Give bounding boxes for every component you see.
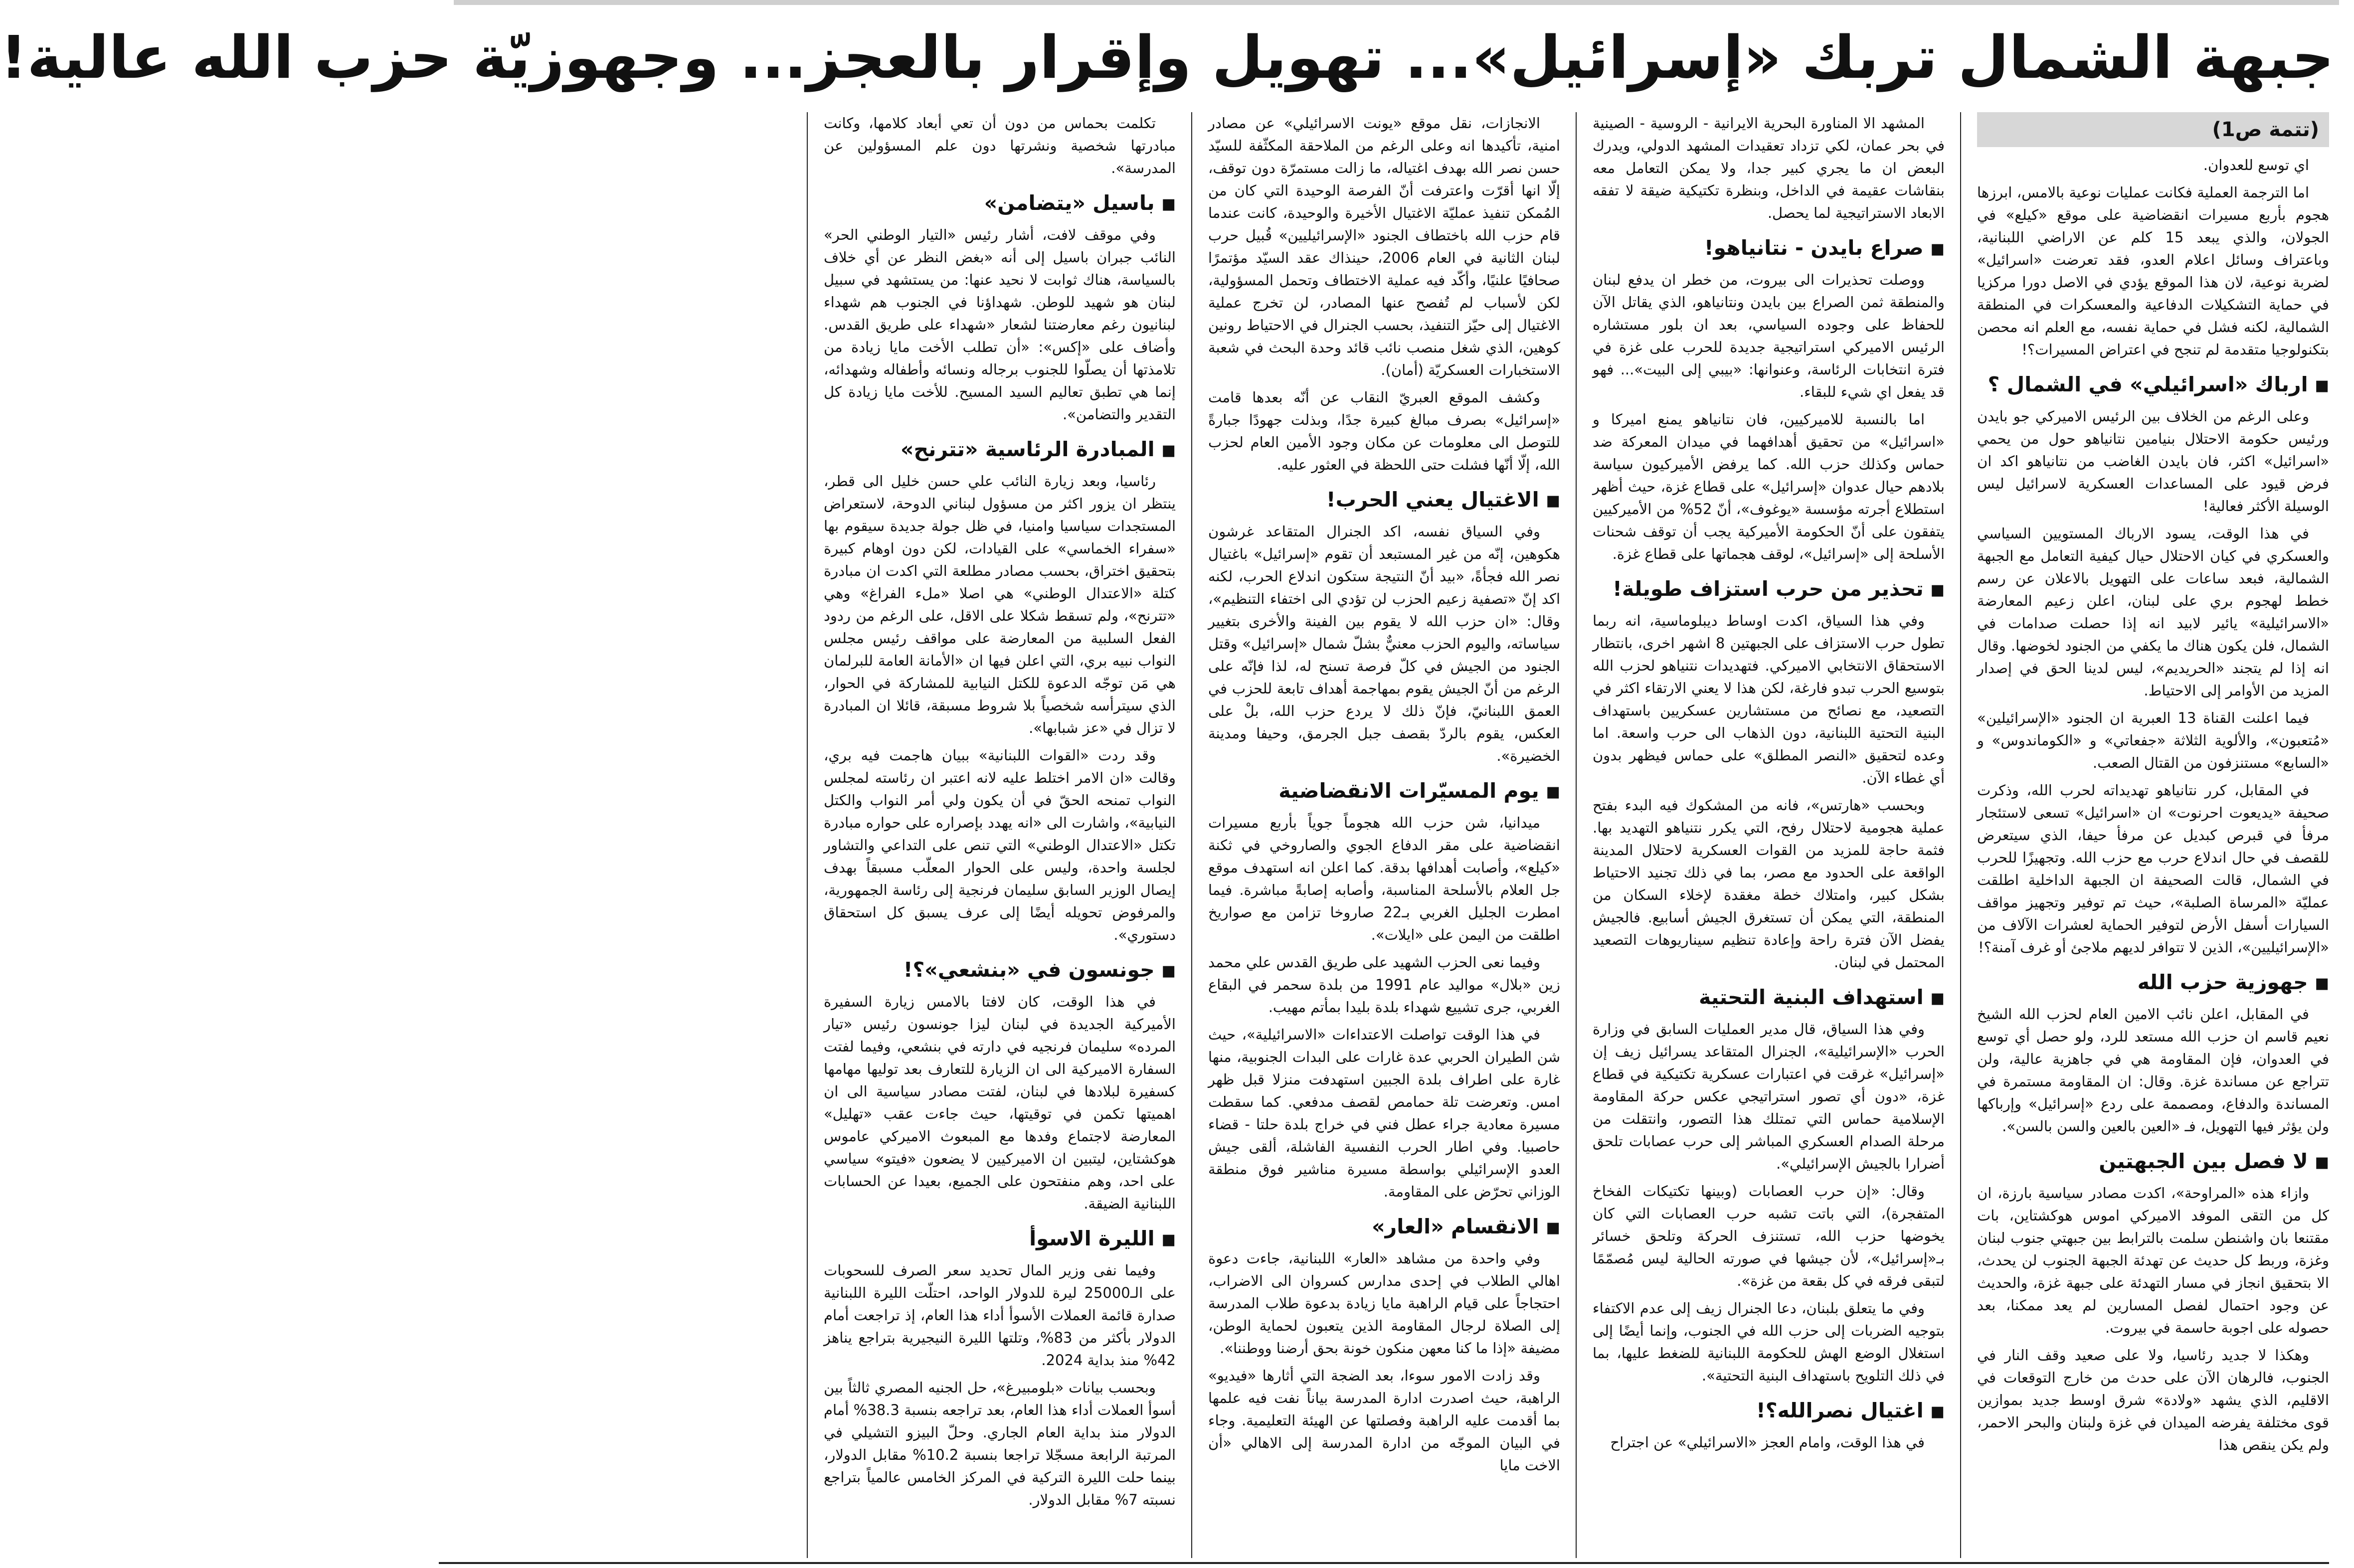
paragraph: وفي موقف لافت، أشار رئيس «التيار الوطني الحر» النائب جبران باسيل إلى أنه «بغض النظر عن أي خلاف بالسياسة، هناك ثوابت لا نحيد عنها: من يستشهد في سبيل لبنان هو شهيد للوطن. شهداؤنا في الجنوب هم شهداء لبنانيون رغم معارضتنا لشعار «شهداء على طريق القدس. وأضاف على «إكس»: «أن تطلب الأخت مايا زيادة من تلامذتها أن يصلّوا للجنوب برجاله ونسائه وأطفاله وشهدائه، إنما هي تطبق تعاليم السيد المسيح. للأخت مايا زيادة كل التقدير والتضامن». [824, 226, 1176, 423]
subheading [824, 1224, 1176, 1254]
paragraph: وهكذا لا جديد رئاسيا، ولا على صعيد وقف النار في الجنوب، فالرهان الآن على حدث من خارج التوقعات في الاقليم، الذي يشهد «ولادة» شرق اوسط جديد بموازين قوى مختلفة يفرضه الميدان في غزة ولبنان والبحر الاحمر، ولم يكن ينقص هذا [1977, 1347, 2329, 1453]
square-bullet-icon: ■ [1930, 1403, 1945, 1420]
subheading-text: يوم المسيّرات الانقضاضية [1278, 779, 1539, 803]
subheading-text: جونسون في «بنشعي»؟! [903, 958, 1155, 982]
paragraph: وفي السياق نفسه، اكد الجنرال المتقاعد غرشون هكوهين، إنّه من غير المستبعد أن تقوم «إسرائيل» باغتيال نصر الله فجأةً، «بيد أنّ النتيجة ستكون اندلاع الحرب، لكنه اكد إنّ «تصفية زعيم الحزب لن تؤدي الى اختفاء التنظيم»، وقال: «ان حزب الله لا يقوم بين الفينة والأخرى بتغيير سياساته، واليوم الحزب معنيٌّ بشلّ شمال «إسرائيل» وقتل الجنود من الجيش في كلّ فرصة تسنح له، لذا فإنّه على الرغم من أنّ الجيش يقوم بمهاجمة أهداف تابعة للحزب في العمق اللبنانيّ، فإنّ ذلك لا يردع حزب الله، بلْ على العكس، يقوم بالردّ بقصف جبل الجرمق، وحيفا ومدينة الخضيرة». [1208, 523, 1560, 764]
column-3 [1208, 112, 1560, 1558]
subheading-text: باسيل «يتضامن» [984, 191, 1155, 215]
top-rule [454, 0, 2339, 5]
column-4 [824, 112, 1176, 1558]
paragraph: فيما اعلنت القناة 13 العبرية ان الجنود «الإسرائيلين» «مُتعبون»، والألوية الثلاثة «جفعاتي» و «الكوماندوس» و «السابع» مستنزفون من القتال الصعب. [1977, 709, 2329, 771]
continued-label: (تتمة ص1) [1977, 112, 2329, 147]
paragraph: تكلمت بحماس من دون أن تعي أبعاد كلامها، وكانت مبادرتها شخصية ونشرتها دون علم المسؤولين عن المدرسة». [824, 115, 1176, 176]
square-bullet-icon: ■ [1161, 1231, 1176, 1248]
subheading [1208, 485, 1560, 516]
subheading [824, 188, 1176, 219]
paragraph: في هذا الوقت تواصلت الاعتداءات «الاسرائيلية»، حيث شن الطيران الحربي عدة غارات على البدات الجنوبية، منها غارة على اطراف بلدة الجبين استهدفت منزلا قبل ظهر امس. وتعرضت تلة حمامص لقصف مدفعي. كما سقطت مسيرة معادية جراء عطل فني في خراج بلدة حلتا - قضاء حاصبيا. وفي اطار الحرب النفسية الفاشلة، ألقى جيش العدو الإسرائيلي بواسطة مسيرة مناشير فوق منطقة الوزاني تحرّض على المقاومة. [1208, 1026, 1560, 1200]
subheading [1208, 776, 1560, 807]
paragraph: في المقابل، كرر نتانياهو تهديداته لحرب الله، وذكرت صحيفة «يديعوت احرنوت» ان «اسرائيل» تسعى لاستئجار مرفأ في قبرص كبديل عن مرفأ حيفا، الذي سيتعرض للقصف في حال اندلاع حرب مع حزب الله. وتجهيزًا للحرب في الشمال، قالت الصحيفة ان الجبهة الداخلية اطلقت عمليّة «المرساة الصلبة»، حيث تم توفير وتجهيز مواقف السيارات أسفل الأرض لتوفير الحماية لعشرات الآلاف من «الإسرائيليين»، الذين لا تتوافر لديهم ملاجئ أو غرف آمنة؟! [1977, 782, 2329, 956]
square-bullet-icon: ■ [2315, 975, 2329, 992]
paragraph: الانجازات، نقل موقع «يونت الاسرائيلي» عن مصادر امنية، تأكيدها انه وعلى الرغم من الملاحقة المكثّفة للسيّد حسن نصر الله بهدف اغتياله، ما زالت مستمرّة دون توقف، إلّا انها أقرّت واعترفت أنّ الفرصة الوحيدة التي كان من المُمكن تنفيذ عمليّة الاغتيال الأخيرة والوحيدة، كانت عندما قام حزب الله باختطاف الجنود «الإسرائيليين» قُبيل حرب لبنان الثانية في العام 2006، حينذاك عقد السيّد مؤتمرًا صحافيًا علنيًا، وأكّد فيه عملية الاختطاف وتحمل المسؤولية، لكن لأسباب لم تُفصح عنها المصادر، لن تخرج عملية الاغتيال إلى حيّز التنفيذ، بحسب الجنرال في الاحتياط رونين كوهين، الذي شغل منصب نائب قائد وحدة البحث في شعبة الاستخبارات العسكريّة (أمان). [1208, 115, 1560, 378]
paragraph: اما الترجمة العملية فكانت عمليات نوعية بالامس، ابرزها هجوم بأربع مسيرات انقضاضية على موقع «كيلع» في الجولان، والذي يبعد 15 كلم عن الاراضي اللبنانية، وباعتراف وسائل اعلام العدو، فقد تعرضت «اسرائيل» لضربة نوعية، لان هذا الموقع يؤدي في الاصل دورا مركزيا في حماية التشكيلات الدفاعية والمعسكرات في المنطقة الشمالية، لكنه فشل في حماية نفسه، مع العلم انه محصن بتكنولوجيا متقدمة لم تنجح في اعتراض المسيرات؟! [1977, 184, 2329, 358]
square-bullet-icon: ■ [1930, 581, 1945, 599]
subheading [824, 955, 1176, 986]
subheading-text: ارباك «اسرائيلي» في الشمال ؟ [1988, 372, 2308, 396]
column-1 [1977, 112, 2329, 1558]
subheading-text: اغتيال نصرالله؟! [1756, 1398, 1924, 1422]
subheading [1593, 233, 1945, 264]
paragraph: في هذا الوقت، يسود الارباك المستويين السياسي والعسكري في كيان الاحتلال حيال كيفية التعامل مع الجبهة الشمالية، فبعد ساعات على التهويل بالاعلان عن رسم خطط لهجوم بري على لبنان، اعلن زعيم المعارضة «الاسرائيلية» يائير لابيد انه إذا حصلت صدامات في الشمال، فلن يكون هناك ما يكفي من الجنود لخوضها. وقال انه إذا لم يتجند «الحريديم»، ليس لدينا الحق في إصدار المزيد من الأوامر إلى الاحتياط. [1977, 525, 2329, 699]
paragraph: ميدانيا، شن حزب الله هجوماً جوياً بأربع مسيرات انقضاضية على مقر الدفاع الجوي والصاروخي في ثكنة «كيلع»، وأصابت أهدافها بدقة. كما اعلن انه استهدف موقع جل العلام بالأسلحة المناسبة، وأصابه إصابةً مباشرة. فيما امطرت الجليل الغربي بـ22 صاروخا تزامن مع صواريخ اطلقت من اليمن على «ايلات». [1208, 814, 1560, 943]
paragraph: وقال: «إن حرب العصابات (وبينها تكتيكات الفخاخ المتفجرة)، التي باتت تشبه حرب العصابات التي كان يخوضها حزب الله، تستنزف الحركة وتلحق خسائر بـ«إسرائيل»، لأن جيشها في صورته الحالية ليس مُصمّمًا لتبقى فرقه في كل بقعة من غزة». [1593, 1183, 1945, 1289]
subheading-text: جهوزية حزب الله [2137, 970, 2308, 994]
column-2 [1593, 112, 1945, 1558]
subheading [1977, 1147, 2329, 1177]
square-bullet-icon: ■ [1546, 492, 1560, 510]
paragraph: وفيما نفى وزير المال تحديد سعر الصرف للسحوبات على الـ25000 ليرة للدولار الواحد، احتلّت الليرة اللبنانية صدارة قائمة العملات الأسوأ أداء هذا العام، إذ تراجعت أمام الدولار بأكثر من 83%، وتلتها الليرة النيجيرية بتراجع يناهز 42% منذ بداية 2024. [824, 1262, 1176, 1369]
square-bullet-icon: ■ [1161, 442, 1176, 459]
column-rule [1960, 112, 1961, 1558]
subheading-text: الاغتيال يعني الحرب! [1326, 488, 1539, 512]
subheading-text: المبادرة الرئاسية «تترنح» [900, 437, 1155, 461]
paragraph: وازاء هذه «المراوحة»، اكدت مصادر سياسية بارزة، ان كل من التقى الموفد الاميركي اموس هوكشتاين، بات مقتنعا بان واشنطن سلمت بالترابط بين جبهتي جنوب لبنان وغزة، وربط كل حديث عن تهدئة الجبهة الجنوب لن يحدث، الا بتحقيق انجاز في مسار التهدئة على جبهة غزة، والحديث عن وجود احتمال لفصل المسارين لم يعد ممكنا، بعد حصوله على اجوبة حاسمة في بيروت. [1977, 1185, 2329, 1336]
subheading [1208, 1212, 1560, 1242]
subheading-text: الانقسام «العار» [1372, 1215, 1539, 1238]
paragraph: وفي واحدة من مشاهد «العار» اللبنانية، جاءت دعوة اهالي الطلاب في إحدى مدارس كسروان الى الاضراب، احتجاجاً على قيام الراهبة مايا زيادة بدعوة طلاب المدرسة إلى الصلاة لرجال المقاومة الذين يتعبون لحماية الوطن، مضيفة «إذا ما كنا معهن منكون خونة بحق أرضنا ووطننا». [1208, 1250, 1560, 1357]
paragraph: وكشف الموقع العبريّ النقاب عن أنّه بعدها قامت «إسرائيل» بصرف مبالغ كبيرة جدًا، وبذلت جهودًا جبارةً للتوصل الى معلومات عن مكان وجود الأمين العام لحزب الله، إلّا أنّها فشلت حتى اللحظة في العثور عليه. [1208, 389, 1560, 473]
headline: جبهة الشمال تربك «إسرائيل»... تهويل وإقرار بالعجز... وجهوزيّة حزب الله عالية! [0, 23, 2334, 92]
bottom-rule [439, 1562, 2329, 1564]
square-bullet-icon: ■ [1546, 783, 1560, 801]
paragraph: في هذا الوقت، وامام العجز «الاسرائيلي» عن اجتراح [1610, 1434, 1925, 1451]
paragraph: وعلى الرغم من الخلاف بين الرئيس الاميركي جو بايدن ورئيس حكومة الاحتلال بنيامين نتانياهو حول من يحمي «اسرائيل» اكثر، فان بايدن الغاضب من نتانياهو اكد ان فرض قيود على المساعدات العسكرية لاسرائيل ليس الوسيلة الأكثر فعالية! [1977, 408, 2329, 515]
paragraph: وبحسب «هارتس»، فانه من المشكوك فيه البدء بفتح عملية هجومية لاحتلال رفح، التي يكرر نتنياهو التهديد بها. فثمة حاجة للمزيد من القوات العسكرية لاحتلال المدينة الواقعة على الحدود مع مصر، بما في ذلك تجنيد الاحتياط بشكل كبير، وامتلاك خطة مغقدة لإخلاء السكان من المنطقة، التي يمكن أن تستغرق الجيش أسابيع. فالجيش يفضل الآن فترة راحة وإعادة تنظيم سيناريوهات التصعيد المحتمل في لبنان. [1593, 797, 1945, 971]
square-bullet-icon: ■ [1161, 962, 1176, 980]
square-bullet-icon: ■ [2315, 1154, 2329, 1171]
subheading [824, 435, 1176, 465]
subheading [1977, 370, 2329, 400]
paragraph: وفي هذا السياق، اكدت اوساط ديبلوماسية، انه ربما تطول حرب الاستزاف على الجبهتين 8 اشهر اخرى، بانتظار الاستحقاق الانتخابي الاميركي. فتهديدات نتنياهو لحزب الله بتوسيع الحرب تبدو فارغة، لكن هذا لا يعني الارتقاء اكثر في التصعيد، مع نصائح من مستشارين عسكريين باستهداف البنية التحتية اللبنانية، دون الذهاب الى حرب واسعة. اما وعده لتحقيق «النصر المطلق» على حماس فيظهر بدون أي غطاء الآن. [1593, 612, 1945, 786]
paragraph: رئاسيا، وبعد زيارة النائب علي حسن خليل الى قطر، ينتظر ان يزور اكثر من مسؤول لبناني الدوحة، لاستعراض المستجدات سياسيا وامنيا، في ظل جولة جديدة سيقوم بها «سفراء الخماسي» على القيادات، لكن دون اوهام كبيرة بتحقيق اختراق، بحسب مصادر مطلعة التي اكدت ان مبادرة كتلة «الاعتدال الوطني» هي اصلا «ملء الفراغ» وهي «تترنح»، ولم تسقط شكلا على الاقل، على الرغم من ردود الفعل السلبية من المعارضة على مواقف رئيس مجلس النواب نبيه بري، التي اعلن فيها ان «الأمانة العامة للبرلمان هي مَن توجّه الدعوة للكتل النيابية للمشاركة في الحوار، الذي سيترأسه شخصياً بلا شروط مسبقة، قائلا ان المبادرة لا تزال في «عز شبابها». [824, 473, 1176, 736]
subheading-text: لا فصل بين الجبهتين [2099, 1149, 2308, 1173]
square-bullet-icon: ■ [1930, 240, 1945, 258]
paragraph: وفي ما يتعلق بلبنان، دعا الجنرال زيف إلى عدم الاكتفاء بتوجيه الضربات إلى حزب الله في الجنوب، وإنما أيضًا إلى استغلال الوضع الهش للحكومة اللبنانية للضغط عليها، بما في ذلك التلويح باستهداف البنية التحتية». [1593, 1300, 1945, 1384]
paragraph: وبحسب بيانات «بلومبيرغ»، حل الجنيه المصري ثالثاً بين أسوأ العملات أداء هذا العام، بعد تراجعه بنسبة 38.3% أمام الدولار منذ بداية العام الجاري. وحلّ البيزو التشيلي في المرتبة الرابعة مسجّلا تراجعا بنسبة 10.2% مقابل الدولار، بينما حلت الليرة التركية في المركز الخامس عالمياً بتراجع نسبته 7% مقابل الدولار. [824, 1379, 1176, 1508]
subheading [1593, 574, 1945, 605]
subheading-text: الليرة الاسوأ [1029, 1226, 1155, 1250]
square-bullet-icon: ■ [1546, 1219, 1560, 1236]
paragraph: وفي هذا السياق، قال مدير العمليات السابق في وزارة الحرب «الإسرائيلية»، الجنرال المتقاعد يسرائيل زيف إن «إسرائيل» غرقت في اعتبارات عسكرية تكتيكية في قطاع غزة، «دون أي تصور استراتيجي عكس حركة المقاومة الإسلامية حماس التي تمتلك هذا التصور، وانتقلت من مرحلة الصدام العسكري المباشر إلى حرب عصابات تلحق أضرارا بالجيش الإسرائيلي». [1593, 1021, 1945, 1172]
subheading [1593, 983, 1945, 1013]
paragraph: اما بالنسبة للاميركيين، فان نتانياهو يمنع اميركا و «اسرائيل» من تحقيق أهدافهما في ميدان المعركة ضد حماس وكذلك حزب الله. كما يرفض الأميركيون سياسة بلادهم حيال عدوان «إسرائيل» على قطاع غزة، حيث أظهر استطلاع أجرته مؤسسة «يوغوف»، أنّ 52% من الأميركيين يتفقون على أنّ الحكومة الأميركية يجب أن توقف شحنات الأسلحة إلى «إسرائيل»، لوقف هجماتها على قطاع غزة. [1593, 411, 1945, 562]
paragraph: وقد ردت «القوات اللبنانية» ببيان هاجمت فيه بري، وقالت «ان الامر اختلط عليه لانه اعتبر ان رئاسته لمجلس النواب تمنحه الحقّ في أن يكون ولي أمر النواب والكتل النيابية»، واشارت الى «انه يهدد بإصراره على حواره مبادرة تكتل «الاعتدال الوطني» التي تنص على التداعي والتشاور لجلسة واحدة، وليس على الحوار المعلّب مسبقاً بهدف إيصال الوزير السابق سليمان فرنجية إلى رئاسة الجمهورية، والمرفوض تحويله أيضًا إلى عرف يسبق كل استحقاق دستوري». [824, 747, 1176, 943]
paragraph: وقد زادت الامور سوءا، بعد الضجة التي أثارها «فيديو» الراهبة، حيث اصدرت ادارة المدرسة بياناً نفت فيه علمها بما أقدمت عليه الراهبة وفصلتها عن الهيئة التعليمية. وجاء في البيان الموجّه من ادارة المدرسة إلى الاهالي «أن الاخت مايا [1208, 1367, 1560, 1474]
paragraph: اي توسع للعدوان. [2203, 157, 2309, 174]
column-rule [1576, 112, 1577, 1558]
subheading-text: استهداف البنية التحتية [1698, 985, 1924, 1009]
subheading [1977, 968, 2329, 998]
article-body [439, 112, 2329, 1558]
paragraph: المشهد الا المناورة البحرية الايرانية - الروسية - الصينية في بحر عمان، لكي تزداد تعقيدات المشهد الدولي، ويدرك البعض ان ما يجري كبير جدا، ولا يمكن التعامل معه بنقاشات عقيمة في الداخل، وبنظرة تكتيكية ضيقة لا تفقه الابعاد الاستراتيجية لما يحصل. [1593, 115, 1945, 221]
subheading-text: صراع بايدن - نتانياهو! [1704, 236, 1924, 260]
subheading [1593, 1396, 1945, 1426]
square-bullet-icon: ■ [2315, 377, 2329, 394]
square-bullet-icon: ■ [1161, 195, 1176, 213]
paragraph: وفيما نعى الحزب الشهيد على طريق القدس علي محمد زين «بلال» مواليد عام 1991 من بلدة سحمر في البقاع الغربي، جرى تشييع شهداء بلدة بليدا بمأتم مهيب. [1208, 954, 1561, 1016]
subheading-text: تحذير من حرب استزاف طويلة! [1613, 577, 1924, 601]
column-rule [1191, 112, 1192, 1558]
square-bullet-icon: ■ [1930, 990, 1945, 1007]
column-rule [807, 112, 808, 1558]
paragraph: في المقابل، اعلن نائب الامين العام لحزب الله الشيخ نعيم قاسم ان حزب الله مستعد للرد، ولو حصل أي توسع في العدوان، فإن المقاومة هي في جاهزية عالية، ولن تتراجع عن مساندة غزة. وقال: ان المقاومة مستمرة في المساندة والدفاع، ومصممة على ردع «إسرائيل» وإرباكها ولن يؤثر فيها التهويل، فـ «العين بالعين والسن بالسن». [1977, 1006, 2329, 1135]
paragraph: ووصلت تحذيرات الى بيروت، من خطر ان يدفع لبنان والمنطقة ثمن الصراع بين بايدن ونتانياهو، الذي يقاتل الآن للحفاظ على وجوده السياسي، بعد ان بلور مستشاره الرئيس الاميركي استراتيجية جديدة للحرب على غزة في فترة انتخابات الرئاسة، وعنوانها: «بيبي إلى البيت»... فهو قد يفعل اي شيء للبقاء. [1593, 271, 1945, 400]
paragraph: في هذا الوقت، كان لافتا بالامس زيارة السفيرة الأميركية الجديدة في لبنان ليزا جونسون رئيس «تيار المرده» سليمان فرنجيه في دارته في بنشعي، وفيما لفتت السفارة الاميركية الى ان الزيارة للتعارف بعد توليها مهامها كسفيرة لبلادها في لبنان، لفتت مصادر سياسية الى ان اهميتها تكمن في توقيتها، حيث جاءت عقب «تهليل» المعارضة لاجتماع وفدها مع المبعوث الاميركي عاموس هوكشتاين، ليتبين ان الاميركيين لا يضعون «فيتو» سياسي على احد، وهم منفتحون على الجميع، بعيدا عن الحسابات اللبنانية الضيقة. [824, 993, 1176, 1212]
